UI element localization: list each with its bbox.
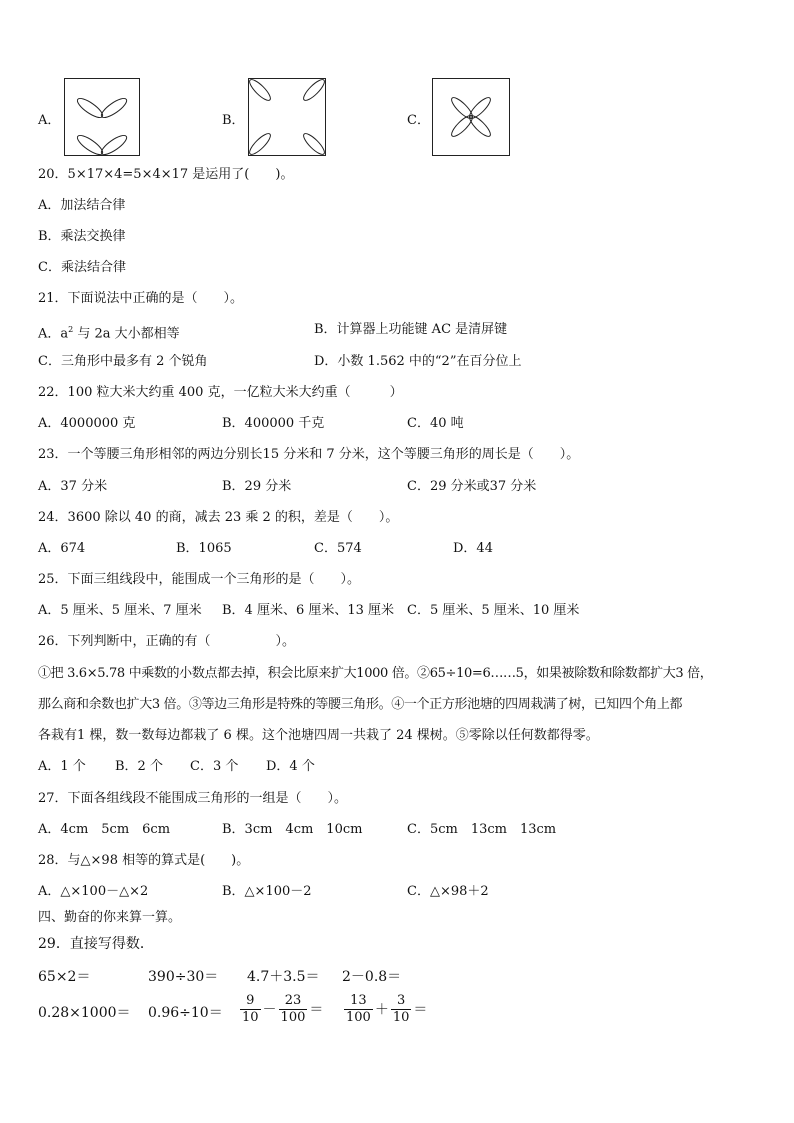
q23-option-c[interactable]: C．29 分米或37 分米 — [407, 479, 537, 494]
q29-row2-item-1: 0.28×1000＝ — [38, 1005, 131, 1021]
q23-option-a[interactable]: A．37 分米 — [38, 479, 108, 494]
q25-option-c[interactable]: C．5 厘米、5 厘米、10 厘米 — [407, 603, 580, 618]
q25-option-a[interactable]: A．5 厘米、5 厘米、7 厘米 — [38, 603, 202, 618]
q28-stem: 28．与△×98 相等的算式是( )。 — [38, 853, 250, 868]
q21-option-a-sup: 2 — [68, 325, 74, 334]
fraction-denominator: 100 — [346, 1010, 371, 1025]
q27-option-b[interactable]: B．3cm 4cm 10cm — [222, 822, 363, 837]
q22-option-a[interactable]: A．4000000 克 — [38, 416, 136, 431]
q20-option-a[interactable]: A．加法结合律 — [38, 198, 126, 213]
q25-stem: 25．下面三组线段中，能围成一个三角形的是（ ）。 — [38, 572, 361, 587]
q27-stem: 27．下面各组线段不能围成三角形的一组是（ ）。 — [38, 791, 348, 806]
fraction-9-10 — [240, 993, 261, 1026]
q26-paragraph-2: 那么商和余数也扩大3 倍。③等边三角形是特殊的等腰三角形。④一个正方形池塘的四周栽满了树，已知四个角上都 — [38, 697, 683, 712]
q29-row1-item-3: 4.7＋3.5＝ — [247, 969, 320, 985]
q26-option-a[interactable]: A．1 个 — [38, 759, 86, 774]
q26-option-c[interactable]: C．3 个 — [190, 759, 239, 774]
minus-operator: － — [262, 1001, 277, 1018]
q21-option-a-prefix: A．a — [38, 326, 69, 342]
q28-option-a[interactable]: A．△×100－△×2 — [38, 884, 149, 899]
figure-b-label: B． — [222, 113, 245, 128]
q29-row1-item-1: 65×2＝ — [38, 969, 91, 985]
fraction-denominator: 10 — [392, 1010, 410, 1025]
figure-c — [432, 78, 510, 160]
q24-option-b[interactable]: B．1065 — [176, 541, 232, 556]
q20-option-c[interactable]: C．乘法结合律 — [38, 260, 126, 275]
q23-stem: 23．一个等腰三角形相邻的两边分别长15 分米和 7 分米，这个等腰三角形的周长是（ ）。 — [38, 447, 580, 462]
fraction-numerator: 3 — [396, 993, 406, 1008]
q20-stem: 20．5×17×4=5×4×17 是运用了( )。 — [38, 167, 294, 182]
q21-option-a-suffix: 与 2a 大小都相等 — [73, 326, 180, 342]
equals-operator: ＝ — [309, 1001, 324, 1018]
fraction-numerator: 9 — [246, 993, 255, 1008]
figure-a-label: A． — [38, 113, 61, 128]
plus-operator: ＋ — [374, 1001, 389, 1018]
section-4-heading: 四、勤奋的你来算一算。 — [38, 910, 182, 925]
fraction-denominator: 10 — [242, 1010, 259, 1025]
q29-row1-item-2: 390÷30＝ — [148, 969, 219, 985]
q26-stem: 26．下列判断中，正确的有（ ）。 — [38, 634, 296, 649]
q26-paragraph-3: 各栽有1 棵，数一数每边都栽了 6 棵。这个池塘四周一共栽了 24 棵树。⑤零除以任何数都得零。 — [38, 728, 599, 743]
q20-option-b[interactable]: B．乘法交换律 — [38, 229, 126, 244]
q21-option-c[interactable]: C．三角形中最多有 2 个锐角 — [38, 354, 208, 369]
q25-option-b[interactable]: B．4 厘米、6 厘米、13 厘米 — [222, 603, 395, 618]
q22-stem: 22．100 粒大米大约重 400 克，一亿粒大米大约重（ ） — [38, 385, 403, 400]
q24-option-d[interactable]: D．44 — [453, 541, 493, 556]
q22-option-b[interactable]: B．400000 千克 — [222, 416, 325, 431]
q27-option-a[interactable]: A．4cm 5cm 6cm — [38, 822, 171, 837]
q22-option-c[interactable]: C．40 吨 — [407, 416, 464, 431]
q24-option-c[interactable]: C．574 — [314, 541, 362, 556]
q24-stem: 24．3600 除以 40 的商，减去 23 乘 2 的积，差是（ ）。 — [38, 510, 399, 525]
figure-b — [248, 78, 326, 160]
q21-stem: 21．下面说法中正确的是（ ）。 — [38, 291, 244, 306]
q28-option-b[interactable]: B．△×100－2 — [222, 884, 312, 899]
fraction-denominator: 100 — [280, 1010, 306, 1025]
q26-paragraph-1: ①把 3.6×5.78 中乘数的小数点都去掉，积会比原来扩大1000 倍。②65÷10=6……5，如果被除数和除数都扩大3 倍， — [38, 666, 713, 681]
q29-fraction-expression-1 — [240, 993, 325, 1026]
q26-option-d[interactable]: D．4 个 — [266, 759, 315, 774]
q29-row2-item-2: 0.96÷10＝ — [148, 1005, 223, 1021]
fraction-numerator: 13 — [350, 993, 367, 1008]
q21-option-b[interactable]: B．计算器上功能键 AC 是清屏键 — [314, 322, 508, 337]
q29-stem: 29．直接写得数． — [38, 936, 154, 952]
equals-operator: ＝ — [413, 1001, 428, 1018]
q21-option-d[interactable]: D．小数 1.562 中的“2”在百分位上 — [314, 354, 522, 369]
figure-c-label: C． — [407, 113, 430, 128]
q23-option-b[interactable]: B．29 分米 — [222, 479, 292, 494]
q26-option-b[interactable]: B．2 个 — [115, 759, 163, 774]
fraction-23-100 — [279, 993, 308, 1026]
fraction-3-10 — [391, 993, 412, 1026]
q24-option-a[interactable]: A．674 — [38, 541, 86, 556]
fraction-numerator: 23 — [284, 993, 302, 1008]
q27-option-c[interactable]: C．5cm 13cm 13cm — [407, 822, 557, 837]
q29-fraction-expression-2 — [344, 993, 429, 1026]
q29-row1-item-4: 2－0.8＝ — [342, 969, 402, 985]
q21-option-a[interactable] — [38, 321, 180, 343]
fraction-13-100 — [344, 993, 373, 1026]
q28-option-c[interactable]: C．△×98＋2 — [407, 884, 489, 899]
figure-a — [64, 78, 140, 160]
